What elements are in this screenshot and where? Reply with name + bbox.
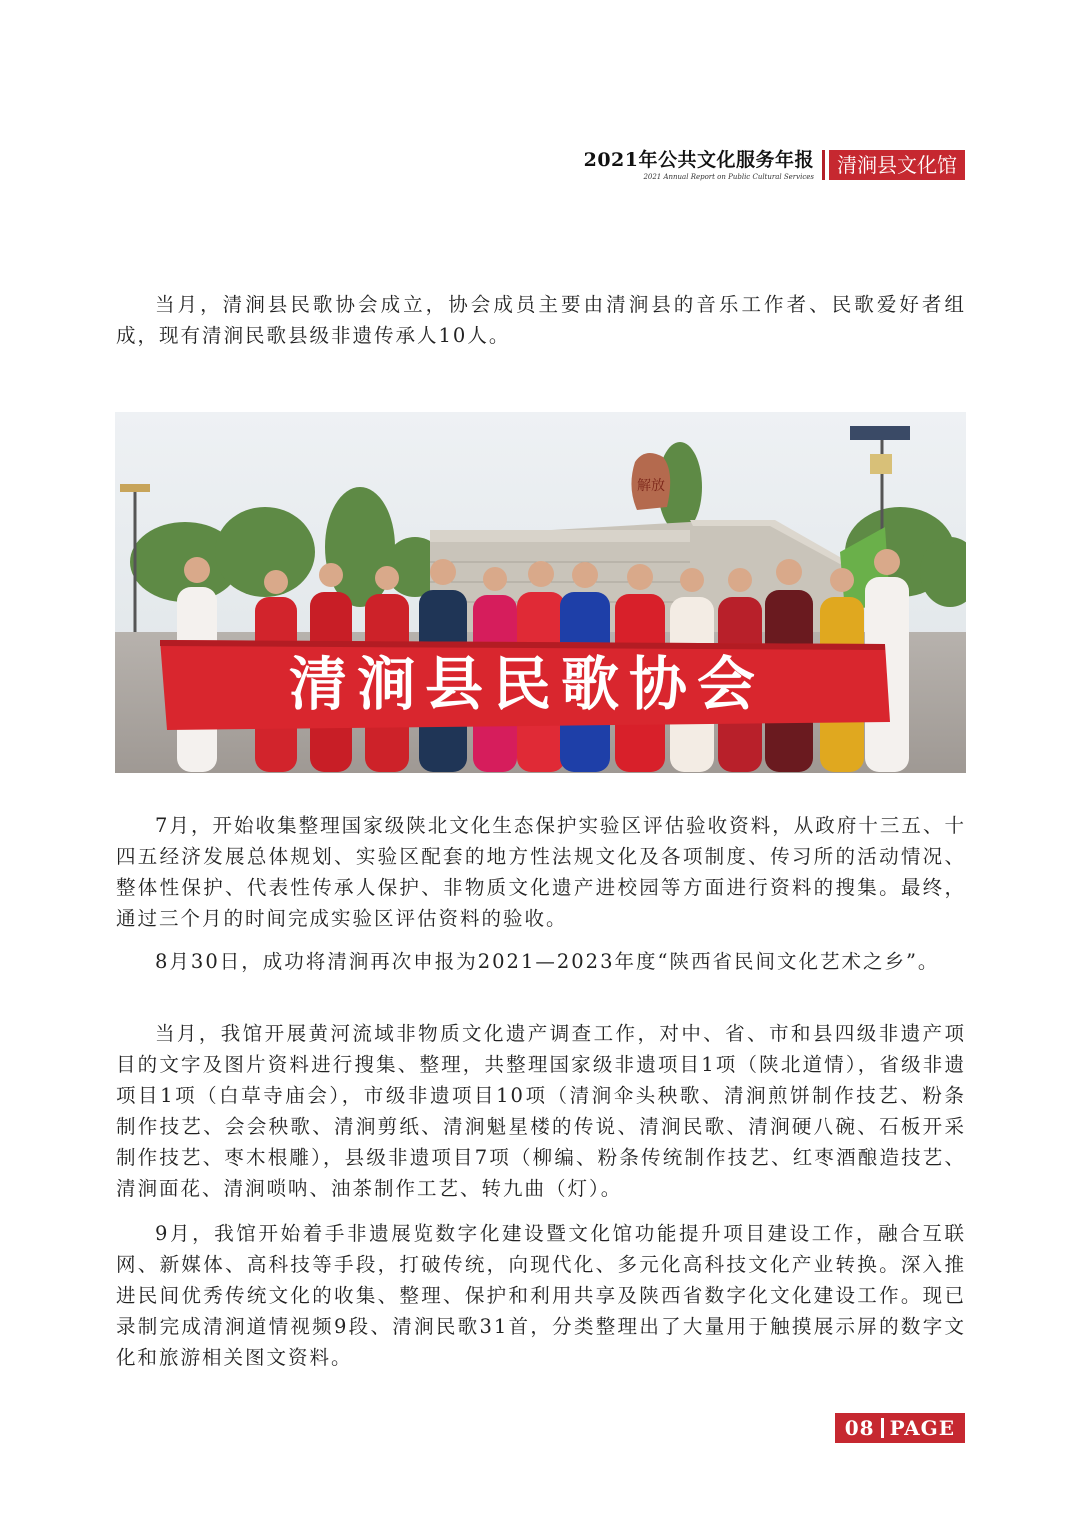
paragraph-3: 8月30日，成功将清涧再次申报为2021—2023年度“陕西省民间文化艺术之乡”。 bbox=[155, 950, 940, 973]
page-number: 08 bbox=[844, 1416, 875, 1440]
footer-divider bbox=[881, 1418, 884, 1438]
header-divider bbox=[822, 150, 825, 180]
page-header bbox=[584, 148, 965, 184]
header-text bbox=[584, 148, 814, 182]
banner-text: 清涧县民歌协会 bbox=[288, 650, 766, 718]
organization-badge: 清涧县文化馆 bbox=[829, 150, 965, 180]
report-subtitle: 2021 Annual Report on Public Cultural Services bbox=[643, 173, 814, 181]
group-photo bbox=[115, 412, 966, 773]
stone-inscription: 解放 bbox=[637, 478, 665, 494]
page-label: PAGE bbox=[889, 1416, 955, 1440]
paragraph-4: 当月，我馆开展黄河流域非物质文化遗产调查工作，对中、省、市和县四级非遗产项目的文字及图片资料进行搜集、整理，共整理国家级非遗项目1项（陕北道情），省级非遗项目1项（白草寺庙会），市级非遗项目10项（清涧伞头秧歌、清涧煎饼制作技艺、粉条制作技艺、会会秧歌、清涧剪纸、清涧魁星楼的传说、清涧民歌、清涧硬八碗、石板开采制作技艺、枣木根雕），县级非遗项目7项（柳编、粉条传统制作技艺、红枣酒酿造技艺、清涧面花、清涧唢呐、油茶制作工艺、转九曲（灯）。 bbox=[116, 1022, 966, 1200]
paragraph-5: 9月，我馆开始着手非遗展览数字化建设暨文化馆功能提升项目建设工作，融合互联网、新媒体、高科技等手段，打破传统，向现代化、多元化高科技文化产业转换。深入推进民间优秀传统文化的收集、整理、保护和利用共享及陕西省数字化文化建设工作。现已录制完成清涧道情视频9段、清涧民歌31首，分类整理出了大量用于触摸展示屏的数字文化和旅游相关图文资料。 bbox=[116, 1222, 966, 1369]
paragraph-2: 7月，开始收集整理国家级陕北文化生态保护实验区评估验收资料，从政府十三五、十四五经济发展总体规划、实验区配套的地方性法规文化及各项制度、传习所的活动情况、整体性保护、代表性传承人保护、非物质文化遗产进校园等方面进行资料的搜集。最终，通过三个月的时间完成实验区评估资料的验收。 bbox=[116, 814, 966, 930]
page-footer bbox=[835, 1413, 965, 1443]
paragraph-1: 当月，清涧县民歌协会成立，协会成员主要由清涧县的音乐工作者、民歌爱好者组成，现有清涧民歌县级非遗传承人10人。 bbox=[116, 293, 966, 347]
report-title: 2021年公共文化服务年报 bbox=[583, 149, 814, 171]
